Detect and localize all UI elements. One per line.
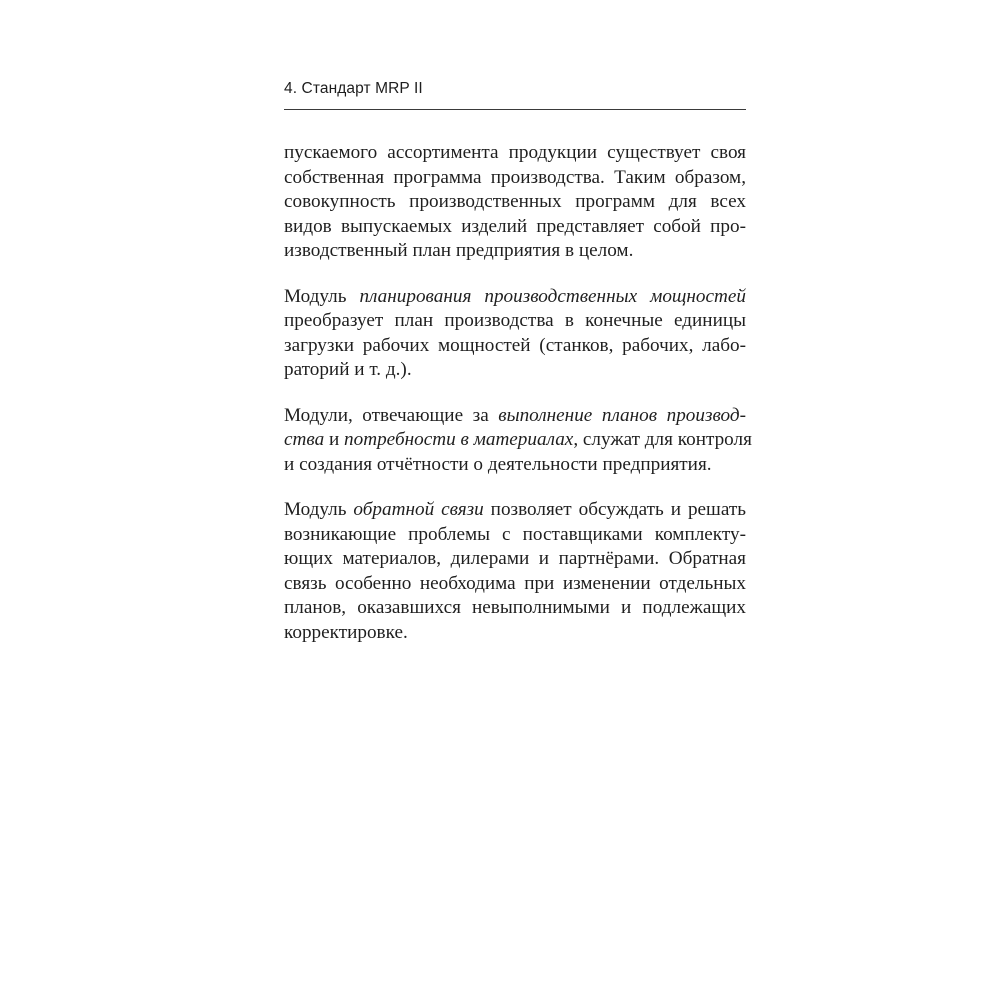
text-line [284,239,746,264]
text-run: Модуль [284,285,360,307]
text-run: , служат для контроля [573,429,752,450]
text-run: и [324,429,345,450]
text-run: загрузки рабочих мощностей (станков, рабочих, лабо- [284,334,746,356]
paragraph [284,498,746,645]
text-line [284,285,746,310]
text-line [284,572,746,597]
header-rule [284,109,746,110]
text-line [284,334,746,359]
italic-term: выполнение планов производ- [498,404,746,426]
text-line [284,141,746,166]
text-run: пускаемого ассортимента продукции существует своя [284,142,746,163]
text-line [284,547,746,572]
text-line [284,428,752,453]
italic-term: потребности в материалах [344,429,574,450]
text-run: ющих материалов, дилерами и партнёрами. Обратная [284,548,746,569]
text-run: видов выпускаемых изделий представляет собой про- [284,215,746,237]
paragraph [284,285,746,383]
text-line [284,166,746,191]
text-run: связь особенно необходима при изменении отдельных [284,572,746,594]
text-run: преобразует план производства в конечные единицы [284,310,746,331]
text-line [284,404,746,429]
body-text [284,141,752,666]
text-line [284,190,746,215]
text-run: собственная программа производства. Таким образом, [284,166,746,188]
running-head-title: 4. Стандарт MRP II [284,80,423,97]
text-run: возникающие проблемы с поставщиками комплекту- [284,523,746,545]
paragraph [284,141,746,264]
italic-term: планирования производственных мощностей [359,285,746,307]
paragraph [284,404,752,478]
italic-term: ства [284,429,325,450]
text-line [284,523,746,548]
text-line [284,453,746,478]
text-run: раторий и т. д.). [284,359,412,380]
text-run: Модуль [284,499,354,520]
text-run: корректировке. [284,621,408,643]
text-run: Модули, отвечающие за [284,404,499,426]
text-run: изводственный план предприятия в целом. [284,240,634,261]
text-line [284,309,746,334]
text-line [284,358,746,383]
text-line [284,498,746,523]
text-line [284,621,746,646]
text-line [284,215,746,240]
text-run: совокупность производственных программ для всех [284,191,746,212]
text-run: и создания отчётности о деятельности предприятия. [284,453,712,475]
text-run: планов, оказавшихся невыполнимыми и подлежащих [284,597,746,618]
italic-term: обратной связи [353,499,484,520]
text-line [284,596,746,621]
text-run: позволяет обсуждать и решать [483,499,746,520]
